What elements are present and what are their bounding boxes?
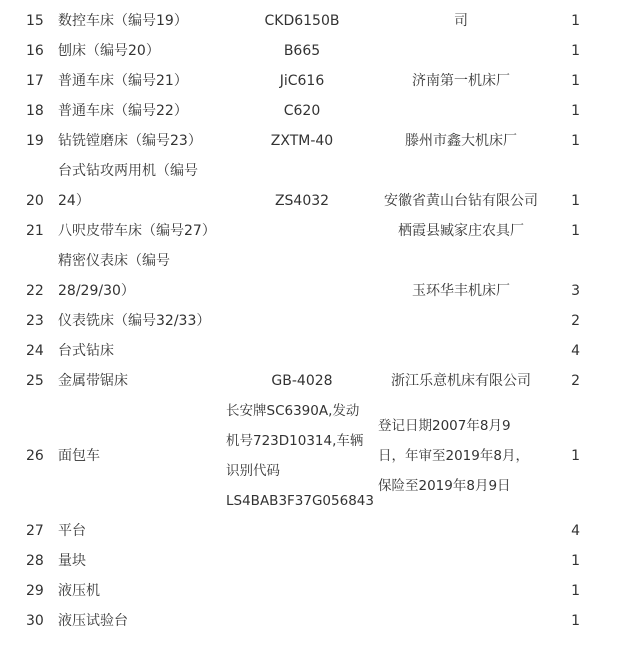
table-row bbox=[20, 336, 590, 366]
equipment-maker bbox=[378, 246, 544, 306]
equipment-maker-line: 济南第一机床厂 bbox=[412, 73, 510, 89]
equipment-model-line: 机号723D10314,车辆 bbox=[226, 433, 364, 449]
equipment-model-line: C620 bbox=[283, 103, 321, 119]
row-number: 24 bbox=[26, 343, 44, 359]
equipment-model bbox=[226, 516, 378, 546]
equipment-name bbox=[54, 216, 226, 246]
row-number: 29 bbox=[26, 583, 44, 599]
equipment-model bbox=[226, 246, 378, 306]
row-number: 27 bbox=[26, 523, 44, 539]
equipment-maker-line: 日，年审至2019年8月， bbox=[378, 448, 529, 464]
equipment-model bbox=[226, 66, 378, 96]
row-number: 28 bbox=[26, 553, 44, 569]
equipment-model-line: ZS4032 bbox=[274, 193, 330, 209]
equipment-model bbox=[226, 576, 378, 606]
equipment-quantity: 3 bbox=[571, 283, 580, 299]
equipment-name-line: 仪表铣床（编号32/33） bbox=[58, 313, 211, 329]
equipment-maker bbox=[378, 96, 544, 126]
equipment-name-line: 面包车 bbox=[58, 448, 100, 464]
equipment-quantity: 1 bbox=[571, 73, 580, 89]
table-row bbox=[20, 576, 590, 606]
equipment-name bbox=[54, 96, 226, 126]
row-number: 23 bbox=[26, 313, 44, 329]
equipment-name-line: 28/29/30） bbox=[58, 283, 135, 299]
table-row bbox=[20, 66, 590, 96]
equipment-name-line: 精密仪表床（编号 bbox=[58, 253, 170, 269]
equipment-name-line: 平台 bbox=[58, 523, 86, 539]
equipment-name bbox=[54, 66, 226, 96]
equipment-maker-line: 栖霞县臧家庄农具厂 bbox=[398, 223, 524, 239]
equipment-name-line: 钻铣镗磨床（编号23） bbox=[58, 133, 202, 149]
equipment-model-line: GB-4028 bbox=[271, 373, 333, 389]
equipment-model-line: 识别代码 bbox=[226, 463, 280, 479]
equipment-table-body bbox=[20, 6, 590, 636]
equipment-model-line: CKD6150B bbox=[264, 13, 340, 29]
equipment-quantity: 2 bbox=[571, 373, 580, 389]
table-row bbox=[20, 96, 590, 126]
equipment-maker-line: 登记日期2007年8月9 bbox=[378, 418, 511, 434]
table-row bbox=[20, 156, 590, 216]
equipment-maker bbox=[378, 36, 544, 66]
row-number: 20 bbox=[26, 193, 44, 209]
table-row bbox=[20, 606, 590, 636]
row-number: 16 bbox=[26, 43, 44, 59]
equipment-maker bbox=[378, 66, 544, 96]
row-number: 21 bbox=[26, 223, 44, 239]
equipment-maker-line: 玉环华丰机床厂 bbox=[412, 283, 510, 299]
equipment-maker bbox=[378, 576, 544, 606]
table-row bbox=[20, 546, 590, 576]
table-row bbox=[20, 366, 590, 396]
equipment-quantity: 4 bbox=[571, 523, 580, 539]
equipment-maker bbox=[378, 216, 544, 246]
equipment-maker-line: 司 bbox=[454, 13, 468, 29]
equipment-name bbox=[54, 6, 226, 36]
equipment-maker bbox=[378, 156, 544, 216]
equipment-name bbox=[54, 156, 226, 216]
equipment-model-line: LS4BAB3F37G056843 bbox=[226, 493, 374, 509]
equipment-name-line: 普通车床（编号22） bbox=[58, 103, 188, 119]
equipment-maker bbox=[378, 336, 544, 366]
equipment-name-line: 台式钻床 bbox=[58, 343, 114, 359]
table-row bbox=[20, 36, 590, 66]
row-number: 19 bbox=[26, 133, 44, 149]
equipment-quantity: 1 bbox=[571, 13, 580, 29]
equipment-model bbox=[226, 156, 378, 216]
table-row bbox=[20, 306, 590, 336]
equipment-name bbox=[54, 396, 226, 516]
table-row bbox=[20, 396, 590, 516]
equipment-name bbox=[54, 246, 226, 306]
equipment-quantity: 1 bbox=[571, 103, 580, 119]
table-row bbox=[20, 216, 590, 246]
equipment-model-line: 长安牌SC6390A,发动 bbox=[226, 403, 360, 419]
equipment-maker-line: 滕州市鑫大机床厂 bbox=[405, 133, 517, 149]
equipment-model bbox=[226, 606, 378, 636]
table-row bbox=[20, 6, 590, 36]
equipment-maker bbox=[378, 606, 544, 636]
equipment-model bbox=[226, 216, 378, 246]
equipment-maker bbox=[378, 126, 544, 156]
equipment-model-line: JiC616 bbox=[279, 73, 325, 89]
equipment-model bbox=[226, 366, 378, 396]
equipment-model bbox=[226, 396, 378, 516]
equipment-quantity: 1 bbox=[571, 43, 580, 59]
equipment-model bbox=[226, 336, 378, 366]
equipment-name-line: 液压机 bbox=[58, 583, 100, 599]
equipment-maker bbox=[378, 366, 544, 396]
equipment-name-line: 台式钻攻两用机（编号 bbox=[58, 163, 198, 179]
equipment-name bbox=[54, 546, 226, 576]
row-number: 25 bbox=[26, 373, 44, 389]
equipment-quantity: 1 bbox=[571, 223, 580, 239]
equipment-model bbox=[226, 126, 378, 156]
row-number: 26 bbox=[26, 448, 44, 464]
equipment-name bbox=[54, 36, 226, 66]
equipment-maker bbox=[378, 306, 544, 336]
equipment-model-line: B665 bbox=[283, 43, 321, 59]
equipment-quantity: 2 bbox=[571, 313, 580, 329]
equipment-maker bbox=[378, 516, 544, 546]
equipment-name bbox=[54, 606, 226, 636]
equipment-name-line: 数控车床（编号19） bbox=[58, 13, 188, 29]
equipment-maker-line: 安徽省黄山台钻有限公司 bbox=[384, 193, 538, 209]
equipment-quantity: 4 bbox=[571, 343, 580, 359]
equipment-name-line: 八呎皮带车床（编号27） bbox=[58, 223, 216, 239]
equipment-quantity: 1 bbox=[571, 193, 580, 209]
equipment-model bbox=[226, 96, 378, 126]
equipment-model-line: ZXTM-40 bbox=[270, 133, 334, 149]
equipment-name bbox=[54, 336, 226, 366]
equipment-maker bbox=[378, 396, 544, 516]
equipment-name bbox=[54, 576, 226, 606]
equipment-maker bbox=[378, 6, 544, 36]
equipment-maker bbox=[378, 546, 544, 576]
equipment-quantity: 1 bbox=[571, 133, 580, 149]
equipment-model bbox=[226, 306, 378, 336]
equipment-name-line: 金属带锯床 bbox=[58, 373, 128, 389]
row-number: 17 bbox=[26, 73, 44, 89]
equipment-name bbox=[54, 366, 226, 396]
equipment-model bbox=[226, 6, 378, 36]
equipment-maker-line: 保险至2019年8月9日 bbox=[378, 478, 511, 494]
equipment-name-line: 液压试验台 bbox=[58, 613, 128, 629]
table-row bbox=[20, 246, 590, 306]
table-row bbox=[20, 516, 590, 546]
equipment-name-line: 24） bbox=[58, 193, 90, 209]
row-number: 30 bbox=[26, 613, 44, 629]
equipment-table bbox=[20, 6, 590, 636]
equipment-quantity: 1 bbox=[571, 583, 580, 599]
row-number: 22 bbox=[26, 283, 44, 299]
equipment-name-line: 刨床（编号20） bbox=[58, 43, 160, 59]
equipment-model bbox=[226, 546, 378, 576]
equipment-name bbox=[54, 516, 226, 546]
equipment-name bbox=[54, 126, 226, 156]
equipment-quantity: 1 bbox=[571, 448, 580, 464]
equipment-quantity: 1 bbox=[571, 553, 580, 569]
table-row bbox=[20, 126, 590, 156]
equipment-quantity: 1 bbox=[571, 613, 580, 629]
equipment-name-line: 普通车床（编号21） bbox=[58, 73, 188, 89]
row-number: 15 bbox=[26, 13, 44, 29]
equipment-name bbox=[54, 306, 226, 336]
equipment-name-line: 量块 bbox=[58, 553, 86, 569]
equipment-model bbox=[226, 36, 378, 66]
equipment-maker-line: 浙江乐意机床有限公司 bbox=[391, 373, 531, 389]
row-number: 18 bbox=[26, 103, 44, 119]
